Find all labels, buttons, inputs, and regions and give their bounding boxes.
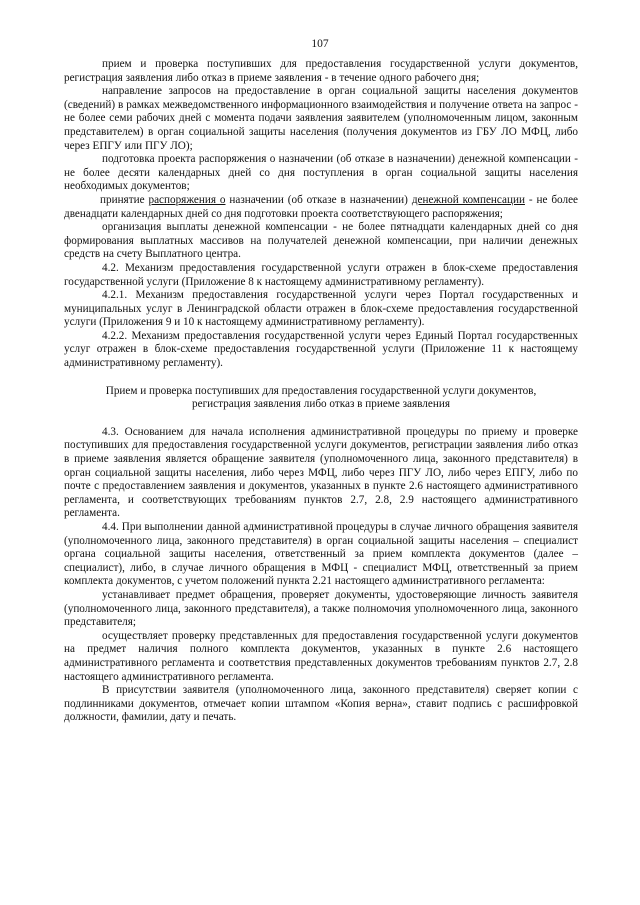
paragraph-4-2: 4.2. Механизм предоставления государственной услуги отражен в блок-схеме предоставления государственной услуги (Приложение 8 к настоящему административному регламенту). bbox=[64, 261, 578, 288]
paragraph-reception-deadline: прием и проверка поступивших для предоставления государственной услуги документов, регистрация заявления либо отказ в приеме заявления - в течение одного рабочего дня; bbox=[64, 58, 578, 84]
paragraph-4-4: 4.4. При выполнении данной административной процедуры в случае личного обращения заявителя (уполномоченного лица, законного представителя) в орган социальной защиты населения – специалист органа социальной защиты населения, ответственный за прием комплекта документов (далее – специалист), либо, в случае личного обращения в МФЦ - специалист МФЦ, ответственный за прием комплекта документов, с учетом положений пункта 2.21 настоящего административного регламента: bbox=[64, 521, 578, 588]
section-heading: Прием и проверка поступивших для предоставления государственной услуги документов, регистрация заявления либо отказ в приеме заявления bbox=[105, 384, 537, 411]
order-adoption-text-3: - не более двенадцати календарных дней со дня подготовки проекта соответствующего распоряжения; bbox=[64, 193, 579, 220]
order-adoption-underlined-2: денежной компенсации bbox=[411, 193, 525, 206]
spacer bbox=[64, 412, 578, 426]
paragraph-copy-verification: В присутствии заявителя (уполномоченного лица, законного представителя) сверяет копии с подлинниками документов, отмечает копии штампом «Копия верна», ставит подпись с расшифровкой должности, фамилии, дату и печать. bbox=[64, 684, 578, 724]
spacer bbox=[64, 371, 578, 385]
paragraph-4-3: 4.3. Основанием для начала исполнения административной процедуры по приему и проверке поступивших для предоставления государственной услуги документов, регистрации заявления либо отказ в приеме заявления является обращение заявителя (уполномоченного лица, законного представителя) в орган социальной защиты населения, либо через МФЦ, либо через ПГУ ЛО, либо через ЕПГУ, либо по почте с предоставлением заявления и документов, указанных в пункте 2.6 настоящего административного регламента, и соответствующих требованиям пунктов 2.7, 2.8, 2.9 настоящего административного регламента. bbox=[64, 425, 578, 520]
paragraph-order-adoption bbox=[64, 194, 578, 221]
paragraph-4-2-2: 4.2.2. Механизм предоставления государственной услуги через Единый Портал государственных услуг отражен в блок-схеме предоставления государственной услуги (Приложение 11 к настоящему административному регламенту). bbox=[64, 329, 578, 370]
paragraph-4-2-1: 4.2.1. Механизм предоставления государственной услуги через Портал государственных и муниципальных услуг в Ленинградской области отражен в блок-схеме предоставления государственной услуги (Приложения 9 и 10 к настоящему административному регламенту). bbox=[64, 289, 578, 329]
order-adoption-underlined-1: распоряжения о bbox=[148, 193, 226, 206]
paragraph-identity-check: устанавливает предмет обращения, проверяет документы, удостоверяющие личность заявителя (уполномоченного лица, законного представителя), а также полномочия уполномоченного лица, законного представителя; bbox=[64, 588, 578, 629]
paragraph-documents-check: осуществляет проверку представленных для предоставления государственной услуги документов на предмет наличия полного комплекта документов, указанных в пункте 2.6 настоящего административного регламента и соответствия представленных документов требованиям пунктов 2.7, 2.8 настоящего административного регламента. bbox=[64, 629, 578, 683]
order-adoption-text-1: принятие bbox=[100, 193, 149, 206]
paragraph-payment-organization: организация выплаты денежной компенсации - не более пятнадцати календарных дней со дня формирования выплатных массивов на получателей денежной компенсации, при наличии денежных средств на счету Выплатного центра. bbox=[64, 221, 578, 261]
order-adoption-text-2: назначении (об отказе в назначении) bbox=[225, 193, 412, 206]
paragraph-interagency-requests: направление запросов на предоставление в орган социальной защиты населения документов (сведений) в рамках межведомственного информационного взаимодействия и получение ответа на запрос - не более семи рабочих дней с момента подачи заявления заявителем (уполномоченным лицом, законным представителем) в орган социальной защиты населения (получения документов из ГБУ ЛО МФЦ, либо через ЕПГУ или ПГУ ЛО); bbox=[64, 85, 578, 152]
document-body bbox=[64, 58, 578, 725]
page-number: 107 bbox=[311, 38, 329, 50]
paragraph-draft-order: подготовка проекта распоряжения о назначении (об отказе в назначении) денежной компенсации - не более десяти календарных дней со дня поступления в орган социальной защиты населения необходимых документов; bbox=[64, 153, 578, 193]
